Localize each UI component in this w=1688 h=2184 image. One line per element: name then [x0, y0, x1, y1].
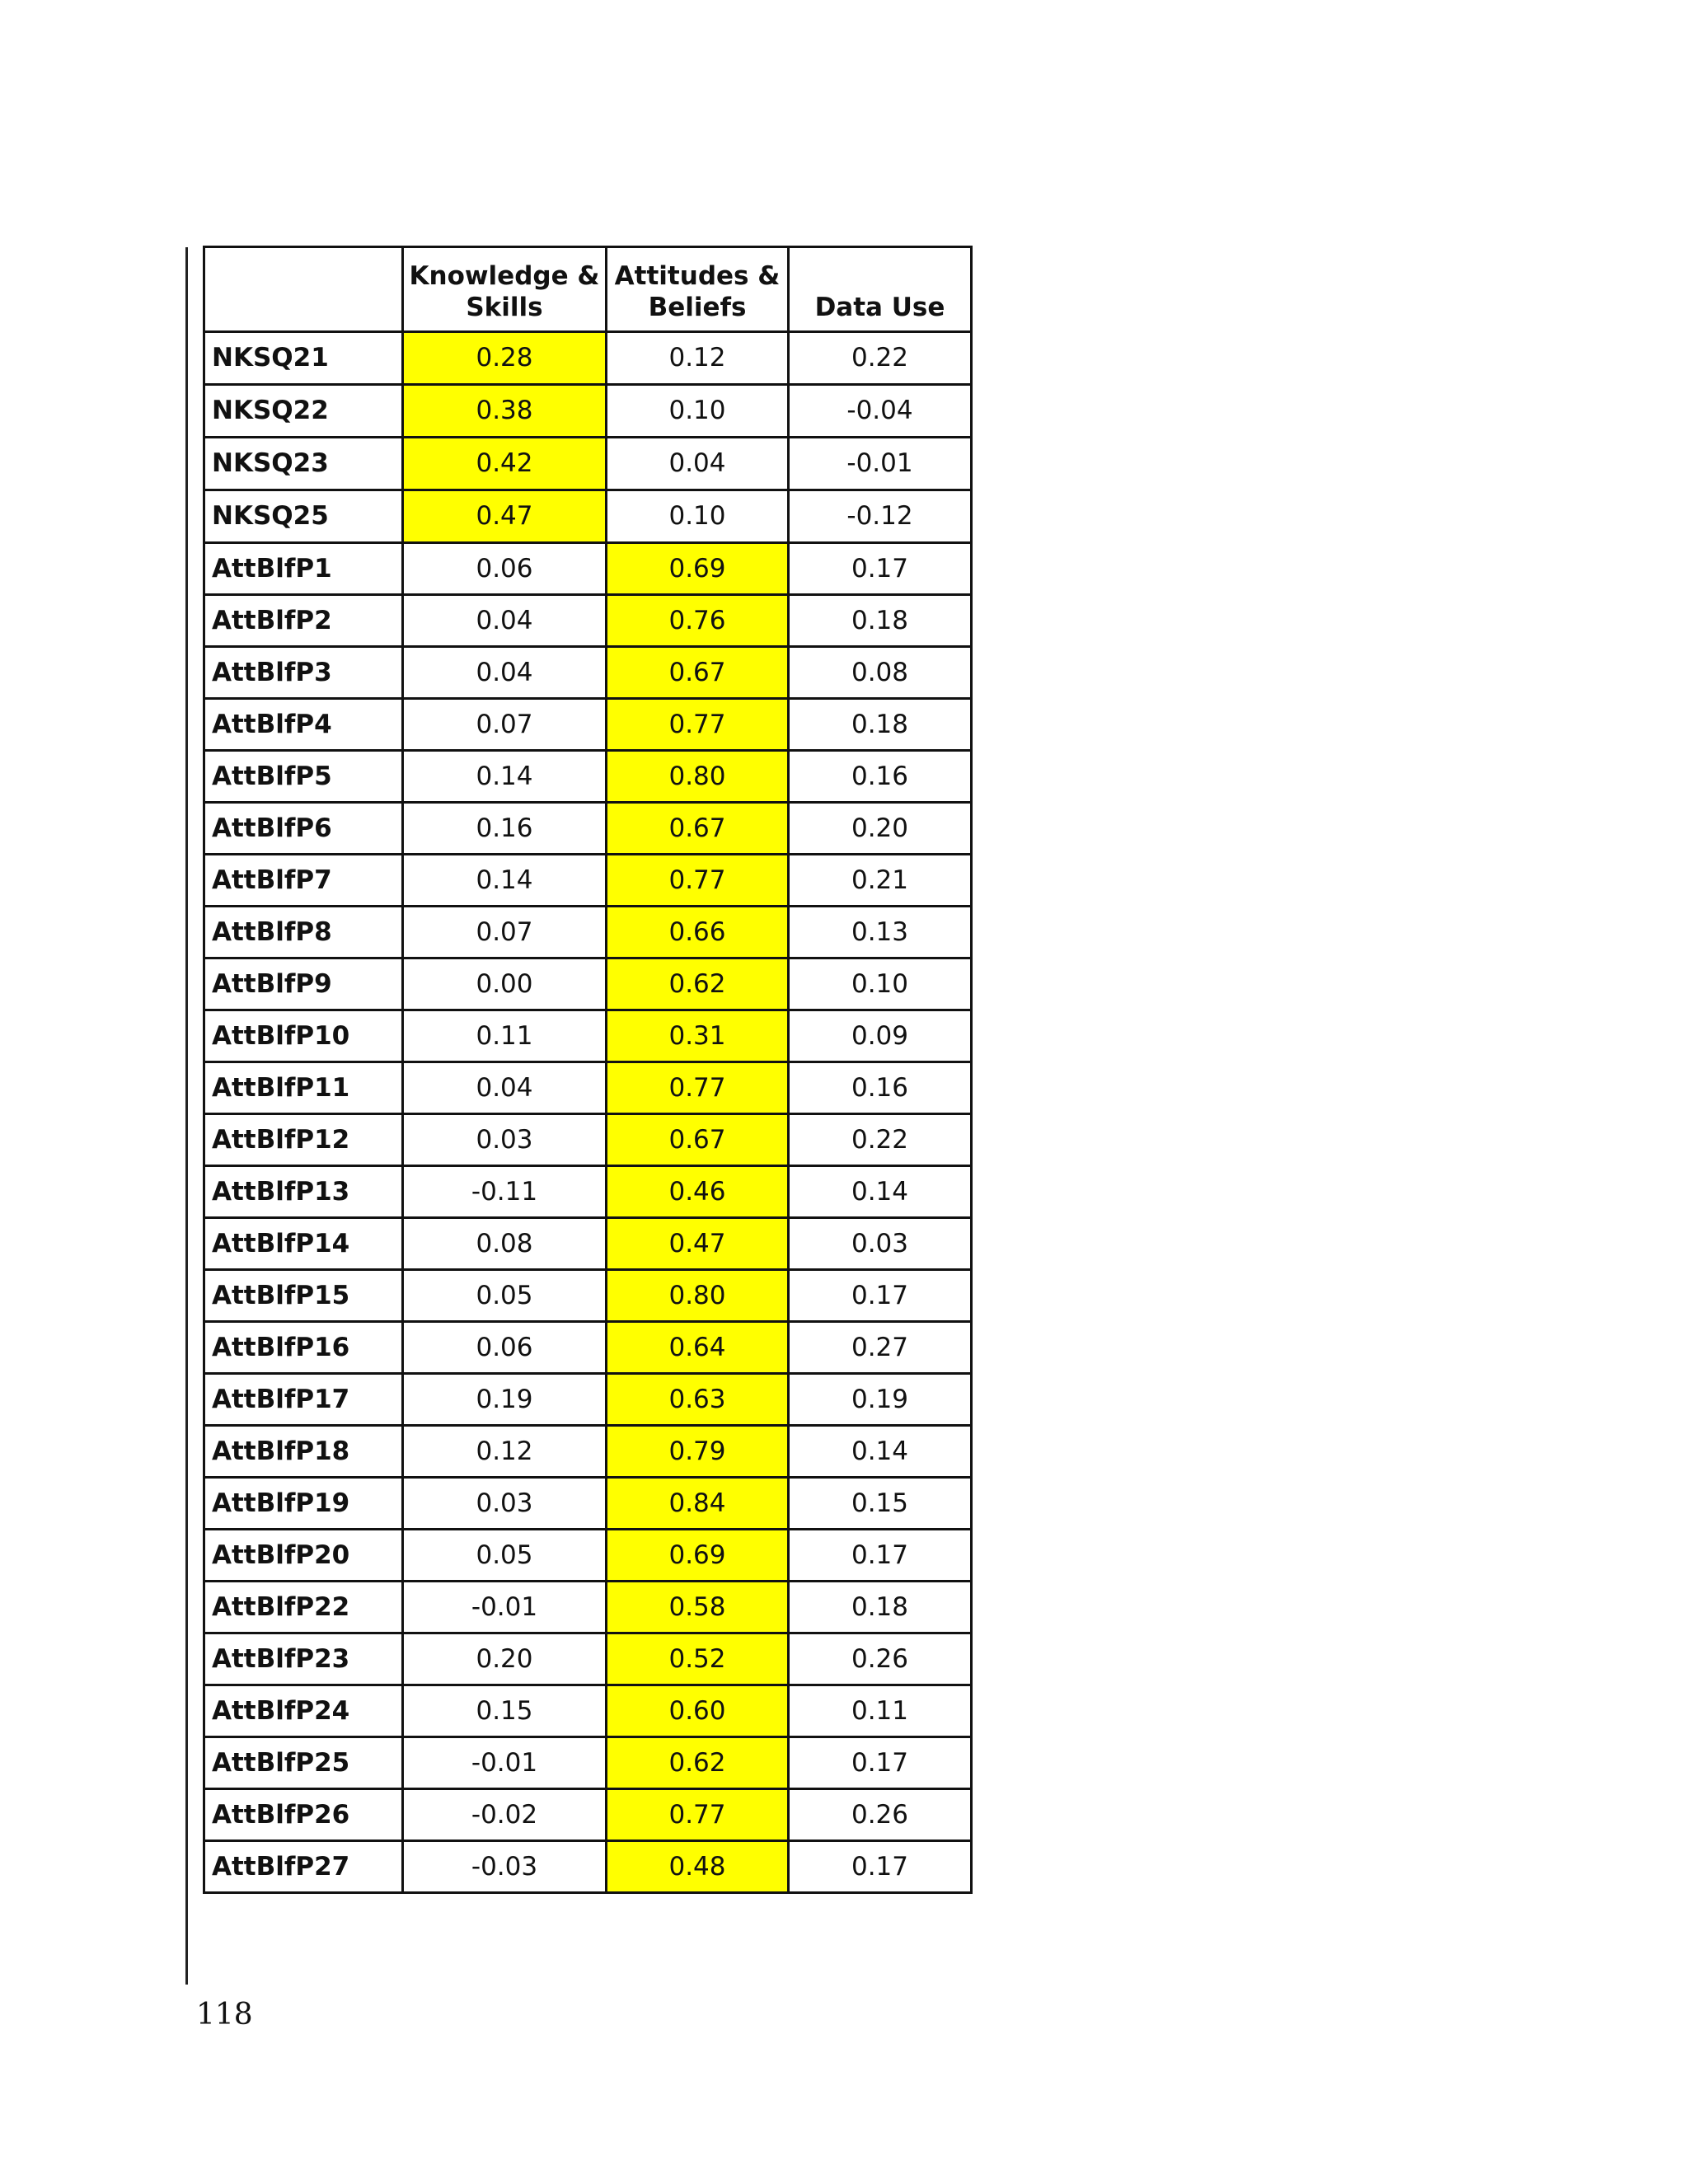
- table-row: [204, 1478, 972, 1530]
- knowledge-skills-value: -0.01: [403, 1737, 607, 1789]
- row-label: AttBlfP12: [204, 1114, 403, 1166]
- knowledge-skills-value: 0.15: [403, 1685, 607, 1737]
- row-label: AttBlfP7: [204, 855, 403, 907]
- knowledge-skills-value: 0.03: [403, 1478, 607, 1530]
- data-use-value: 0.09: [789, 1010, 972, 1062]
- attitudes-beliefs-value: 0.04: [607, 438, 789, 490]
- row-label: AttBlfP6: [204, 803, 403, 855]
- row-label: AttBlfP23: [204, 1633, 403, 1685]
- data-use-value: 0.17: [789, 543, 972, 595]
- attitudes-beliefs-value: 0.10: [607, 490, 789, 543]
- data-use-value: 0.16: [789, 751, 972, 803]
- header-knowledge-skills: [403, 247, 607, 332]
- attitudes-beliefs-value-highlighted: 0.62: [607, 1737, 789, 1789]
- attitudes-beliefs-value-highlighted: 0.79: [607, 1426, 789, 1478]
- table-row: [204, 1737, 972, 1789]
- data-use-value: 0.10: [789, 958, 972, 1010]
- attitudes-beliefs-value-highlighted: 0.63: [607, 1374, 789, 1426]
- knowledge-skills-value: 0.08: [403, 1218, 607, 1270]
- row-label: AttBlfP4: [204, 699, 403, 751]
- page-number: 118: [196, 1998, 253, 2032]
- row-label: AttBlfP20: [204, 1530, 403, 1582]
- attitudes-beliefs-value-highlighted: 0.69: [607, 1530, 789, 1582]
- row-label: AttBlfP24: [204, 1685, 403, 1737]
- knowledge-skills-value-highlighted: 0.47: [403, 490, 607, 543]
- header-data-use: [789, 247, 972, 332]
- row-label: AttBlfP18: [204, 1426, 403, 1478]
- knowledge-skills-value: 0.00: [403, 958, 607, 1010]
- data-use-value: -0.12: [789, 490, 972, 543]
- knowledge-skills-value: 0.07: [403, 907, 607, 958]
- data-use-value: 0.17: [789, 1270, 972, 1322]
- row-label: AttBlfP27: [204, 1841, 403, 1893]
- factor-loadings-table: [203, 246, 973, 1894]
- table-row: [204, 647, 972, 699]
- knowledge-skills-value: 0.16: [403, 803, 607, 855]
- knowledge-skills-value: 0.04: [403, 595, 607, 647]
- table-row: [204, 1218, 972, 1270]
- data-use-value: 0.18: [789, 699, 972, 751]
- knowledge-skills-value: -0.02: [403, 1789, 607, 1841]
- table-row: [204, 543, 972, 595]
- attitudes-beliefs-value-highlighted: 0.69: [607, 543, 789, 595]
- table-row: [204, 1685, 972, 1737]
- attitudes-beliefs-value-highlighted: 0.84: [607, 1478, 789, 1530]
- knowledge-skills-value: 0.12: [403, 1426, 607, 1478]
- attitudes-beliefs-value-highlighted: 0.67: [607, 803, 789, 855]
- attitudes-beliefs-value-highlighted: 0.76: [607, 595, 789, 647]
- table-row: [204, 855, 972, 907]
- attitudes-beliefs-value-highlighted: 0.52: [607, 1633, 789, 1685]
- knowledge-skills-value: 0.20: [403, 1633, 607, 1685]
- knowledge-skills-value-highlighted: 0.42: [403, 438, 607, 490]
- data-use-value: -0.01: [789, 438, 972, 490]
- row-label: NKSQ25: [204, 490, 403, 543]
- margin-rule: [185, 247, 188, 1985]
- data-use-value: 0.08: [789, 647, 972, 699]
- row-label: AttBlfP3: [204, 647, 403, 699]
- attitudes-beliefs-value-highlighted: 0.77: [607, 855, 789, 907]
- knowledge-skills-value: -0.11: [403, 1166, 607, 1218]
- table-row: [204, 1270, 972, 1322]
- factor-loadings-table-container: [203, 246, 970, 1894]
- knowledge-skills-value-highlighted: 0.38: [403, 385, 607, 438]
- knowledge-skills-value: 0.19: [403, 1374, 607, 1426]
- attitudes-beliefs-value-highlighted: 0.80: [607, 1270, 789, 1322]
- data-use-value: 0.18: [789, 1582, 972, 1633]
- table-row: [204, 595, 972, 647]
- header-corner-cell: [204, 247, 403, 332]
- table-header-row: [204, 247, 972, 332]
- data-use-value: 0.19: [789, 1374, 972, 1426]
- row-label: AttBlfP10: [204, 1010, 403, 1062]
- header-attitudes-beliefs-line1: Attitudes &: [614, 260, 781, 291]
- table-row: [204, 1841, 972, 1893]
- attitudes-beliefs-value: 0.12: [607, 332, 789, 385]
- knowledge-skills-value: 0.05: [403, 1530, 607, 1582]
- knowledge-skills-value: 0.14: [403, 751, 607, 803]
- table-body: [204, 332, 972, 1893]
- data-use-value: 0.22: [789, 1114, 972, 1166]
- row-label: AttBlfP19: [204, 1478, 403, 1530]
- knowledge-skills-value: 0.03: [403, 1114, 607, 1166]
- attitudes-beliefs-value-highlighted: 0.60: [607, 1685, 789, 1737]
- attitudes-beliefs-value-highlighted: 0.77: [607, 699, 789, 751]
- data-use-value: 0.17: [789, 1841, 972, 1893]
- attitudes-beliefs-value-highlighted: 0.64: [607, 1322, 789, 1374]
- data-use-value: 0.14: [789, 1166, 972, 1218]
- data-use-value: 0.11: [789, 1685, 972, 1737]
- attitudes-beliefs-value-highlighted: 0.67: [607, 1114, 789, 1166]
- data-use-value: 0.22: [789, 332, 972, 385]
- table-row: [204, 1426, 972, 1478]
- knowledge-skills-value: 0.04: [403, 1062, 607, 1114]
- attitudes-beliefs-value: 0.10: [607, 385, 789, 438]
- attitudes-beliefs-value-highlighted: 0.77: [607, 1062, 789, 1114]
- row-label: AttBlfP1: [204, 543, 403, 595]
- data-use-value: 0.14: [789, 1426, 972, 1478]
- row-label: AttBlfP11: [204, 1062, 403, 1114]
- attitudes-beliefs-value-highlighted: 0.46: [607, 1166, 789, 1218]
- row-label: NKSQ21: [204, 332, 403, 385]
- table-row: [204, 385, 972, 438]
- table-row: [204, 1062, 972, 1114]
- knowledge-skills-value: 0.14: [403, 855, 607, 907]
- knowledge-skills-value-highlighted: 0.28: [403, 332, 607, 385]
- row-label: NKSQ23: [204, 438, 403, 490]
- row-label: AttBlfP16: [204, 1322, 403, 1374]
- header-attitudes-beliefs-line2: Beliefs: [648, 293, 747, 323]
- knowledge-skills-value: 0.06: [403, 1322, 607, 1374]
- data-use-value: 0.17: [789, 1530, 972, 1582]
- knowledge-skills-value: -0.01: [403, 1582, 607, 1633]
- data-use-value: 0.03: [789, 1218, 972, 1270]
- attitudes-beliefs-value-highlighted: 0.77: [607, 1789, 789, 1841]
- attitudes-beliefs-value-highlighted: 0.67: [607, 647, 789, 699]
- data-use-value: 0.17: [789, 1737, 972, 1789]
- table-row: [204, 490, 972, 543]
- table-row: [204, 1322, 972, 1374]
- table-row: [204, 438, 972, 490]
- header-attitudes-beliefs: [607, 247, 789, 332]
- attitudes-beliefs-value-highlighted: 0.80: [607, 751, 789, 803]
- data-use-value: 0.18: [789, 595, 972, 647]
- attitudes-beliefs-value-highlighted: 0.58: [607, 1582, 789, 1633]
- table-row: [204, 803, 972, 855]
- table-row: [204, 1789, 972, 1841]
- attitudes-beliefs-value-highlighted: 0.48: [607, 1841, 789, 1893]
- table-row: [204, 1114, 972, 1166]
- table-row: [204, 1530, 972, 1582]
- knowledge-skills-value: 0.07: [403, 699, 607, 751]
- row-label: AttBlfP26: [204, 1789, 403, 1841]
- data-use-value: 0.20: [789, 803, 972, 855]
- row-label: AttBlfP25: [204, 1737, 403, 1789]
- row-label: AttBlfP5: [204, 751, 403, 803]
- attitudes-beliefs-value-highlighted: 0.66: [607, 907, 789, 958]
- data-use-value: 0.21: [789, 855, 972, 907]
- table-row: [204, 1374, 972, 1426]
- header-knowledge-skills-line2: Skills: [466, 293, 543, 323]
- data-use-value: 0.27: [789, 1322, 972, 1374]
- row-label: AttBlfP17: [204, 1374, 403, 1426]
- data-use-value: 0.26: [789, 1633, 972, 1685]
- row-label: AttBlfP13: [204, 1166, 403, 1218]
- header-data-use-label: Data Use: [814, 293, 945, 323]
- table-row: [204, 1010, 972, 1062]
- table-row: [204, 699, 972, 751]
- knowledge-skills-value: -0.03: [403, 1841, 607, 1893]
- table-row: [204, 958, 972, 1010]
- data-use-value: 0.26: [789, 1789, 972, 1841]
- row-label: NKSQ22: [204, 385, 403, 438]
- attitudes-beliefs-value-highlighted: 0.47: [607, 1218, 789, 1270]
- row-label: AttBlfP15: [204, 1270, 403, 1322]
- row-label: AttBlfP14: [204, 1218, 403, 1270]
- table-row: [204, 1166, 972, 1218]
- attitudes-beliefs-value-highlighted: 0.62: [607, 958, 789, 1010]
- knowledge-skills-value: 0.11: [403, 1010, 607, 1062]
- table-row: [204, 1582, 972, 1633]
- data-use-value: 0.13: [789, 907, 972, 958]
- header-knowledge-skills-line1: Knowledge &: [409, 260, 600, 291]
- data-use-value: -0.04: [789, 385, 972, 438]
- row-label: AttBlfP2: [204, 595, 403, 647]
- knowledge-skills-value: 0.05: [403, 1270, 607, 1322]
- table-row: [204, 907, 972, 958]
- attitudes-beliefs-value-highlighted: 0.31: [607, 1010, 789, 1062]
- row-label: AttBlfP9: [204, 958, 403, 1010]
- row-label: AttBlfP22: [204, 1582, 403, 1633]
- table-row: [204, 751, 972, 803]
- table-row: [204, 1633, 972, 1685]
- data-use-value: 0.16: [789, 1062, 972, 1114]
- row-label: AttBlfP8: [204, 907, 403, 958]
- knowledge-skills-value: 0.04: [403, 647, 607, 699]
- data-use-value: 0.15: [789, 1478, 972, 1530]
- knowledge-skills-value: 0.06: [403, 543, 607, 595]
- table-row: [204, 332, 972, 385]
